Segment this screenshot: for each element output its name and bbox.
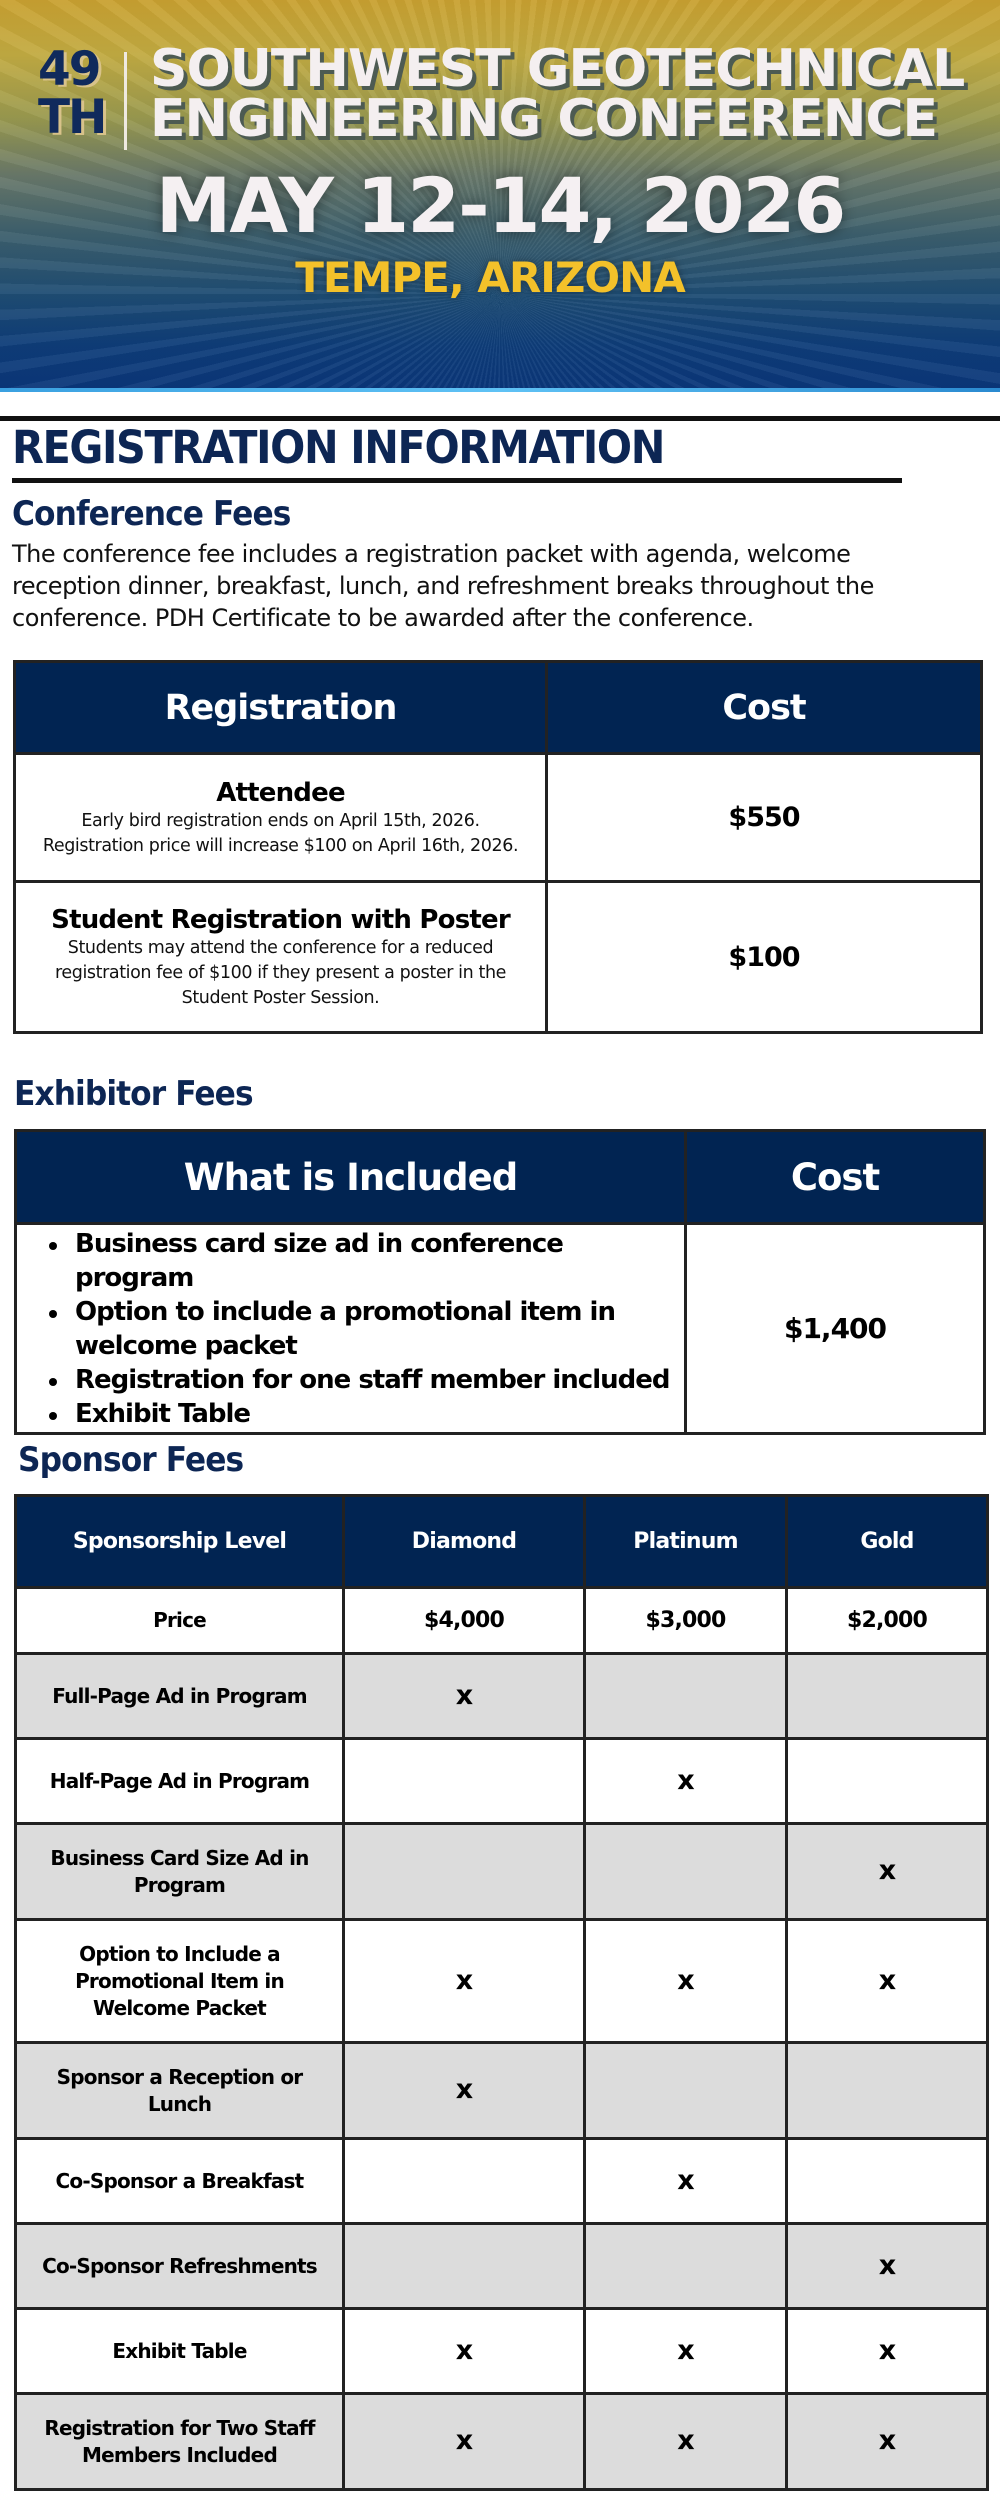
header-gold: Gold — [787, 1496, 988, 1588]
benefit-platinum-cell — [585, 1739, 787, 1824]
conference-banner — [0, 0, 1000, 392]
exhibitor-cost: $1,400 — [686, 1224, 985, 1434]
benefit-label: Registration for Two Staff Members Included — [16, 2394, 344, 2490]
table-row — [15, 882, 982, 1033]
page-title: REGISTRATION INFORMATION — [12, 421, 665, 474]
included-mark-icon: x — [878, 2334, 896, 2366]
benefit-gold-cell — [787, 1739, 988, 1824]
benefit-gold-cell — [787, 2139, 988, 2224]
benefit-label: Option to Include a Promotional Item in Welcome Packet — [16, 1920, 344, 2043]
included-mark-icon: x — [878, 1855, 896, 1886]
included-mark-icon: x — [878, 1964, 896, 1996]
benefit-platinum-cell — [585, 1824, 787, 1920]
edition-number: 49 — [38, 42, 100, 97]
banner-divider — [124, 52, 127, 150]
included-mark-icon: x — [677, 2334, 694, 2366]
edition-suffix: TH — [38, 90, 106, 145]
table-row — [15, 754, 982, 882]
header-cost: Cost — [686, 1131, 985, 1224]
conference-fees-intro: The conference fee includes a registration packet with agenda, welcome reception dinner, breakfast, lunch, and refreshment breaks throughout the conference. PDH Certificate to be awarded after the conference. — [12, 540, 874, 632]
included-mark-icon: x — [455, 2425, 473, 2456]
benefit-gold-cell — [787, 1654, 988, 1739]
benefit-platinum-cell — [585, 2139, 787, 2224]
benefit-label: Half-Page Ad in Program — [16, 1739, 344, 1824]
benefit-diamond-cell — [344, 2043, 585, 2139]
table-row — [16, 2394, 988, 2490]
included-items-cell — [16, 1224, 686, 1434]
list-item: Registration for one staff member included — [45, 1363, 684, 1397]
conference-title-line-2: ENGINEERING CONFERENCE — [150, 89, 938, 149]
benefit-label: Full-Page Ad in Program — [16, 1654, 344, 1739]
table-row — [16, 1920, 988, 2043]
header-cost: Cost — [547, 662, 982, 754]
header-platinum: Platinum — [585, 1496, 787, 1588]
benefit-diamond-cell — [344, 1920, 585, 2043]
benefit-platinum-cell — [585, 1654, 787, 1739]
registration-type-note: Registration price will increase $100 on April 16th, 2026. — [42, 835, 519, 856]
price-gold: $2,000 — [787, 1588, 988, 1654]
benefit-platinum-cell — [585, 2224, 787, 2309]
conference-title — [150, 39, 990, 149]
price-label: Price — [16, 1588, 344, 1654]
benefit-gold-cell — [787, 2043, 988, 2139]
header-sponsorship-level: Sponsorship Level — [16, 1496, 344, 1588]
included-mark-icon: x — [677, 1764, 694, 1796]
table-row — [16, 2309, 988, 2394]
benefit-diamond-cell — [344, 1824, 585, 1920]
benefit-gold-cell — [787, 1920, 988, 2043]
title-underline — [12, 478, 902, 483]
table-row — [16, 2224, 988, 2309]
table-header-row — [16, 1496, 988, 1588]
registration-type-name: Student Registration with Poster — [51, 904, 510, 935]
registration-cost: $100 — [547, 882, 982, 1033]
benefit-label: Exhibit Table — [16, 2309, 344, 2394]
benefit-platinum-cell — [585, 2043, 787, 2139]
benefit-platinum-cell — [585, 2309, 787, 2394]
table-row — [16, 1224, 985, 1434]
registration-type-cell — [15, 754, 547, 882]
exhibitor-fees-table — [14, 1129, 986, 1435]
benefit-gold-cell — [787, 2224, 988, 2309]
benefit-label: Business Card Size Ad in Program — [16, 1824, 344, 1920]
conference-fees-heading: Conference Fees — [12, 494, 291, 534]
price-diamond: $4,000 — [344, 1588, 585, 1654]
included-mark-icon: x — [677, 2164, 694, 2196]
benefit-platinum-cell — [585, 1920, 787, 2043]
header-diamond: Diamond — [344, 1496, 585, 1588]
benefit-gold-cell — [787, 1824, 988, 1920]
conference-location: TEMPE, ARIZONA — [295, 253, 685, 302]
header-what-is-included: What is Included — [16, 1131, 686, 1224]
included-mark-icon: x — [455, 2074, 473, 2105]
table-row — [16, 1739, 988, 1824]
table-row — [16, 2139, 988, 2224]
benefit-label: Co-Sponsor Refreshments — [16, 2224, 344, 2309]
table-row — [16, 1654, 988, 1739]
benefit-diamond-cell — [344, 1739, 585, 1824]
benefit-label: Sponsor a Reception or Lunch — [16, 2043, 344, 2139]
benefit-diamond-cell — [344, 2224, 585, 2309]
sponsor-fees-heading: Sponsor Fees — [18, 1440, 244, 1480]
included-mark-icon: x — [878, 2249, 896, 2281]
benefit-gold-cell — [787, 2394, 988, 2490]
benefit-label: Co-Sponsor a Breakfast — [16, 2139, 344, 2224]
price-platinum: $3,000 — [585, 1588, 787, 1654]
price-row — [16, 1588, 988, 1654]
registration-type-name: Attendee — [216, 777, 345, 808]
registration-cost: $550 — [547, 754, 982, 882]
included-items-list — [17, 1227, 684, 1431]
table-header-row — [16, 1131, 985, 1224]
included-mark-icon: x — [878, 2425, 896, 2456]
benefit-gold-cell — [787, 2309, 988, 2394]
included-mark-icon: x — [455, 1964, 473, 1996]
registration-fees-table — [13, 660, 983, 1034]
header-registration: Registration — [15, 662, 547, 754]
conference-dates: MAY 12-14, 2026 — [155, 161, 845, 250]
included-mark-icon: x — [677, 1964, 694, 1996]
included-mark-icon: x — [455, 2334, 473, 2366]
benefit-diamond-cell — [344, 2394, 585, 2490]
list-item: Business card size ad in conference program — [45, 1227, 684, 1295]
table-row — [16, 2043, 988, 2139]
list-item: Option to include a promotional item in welcome packet — [45, 1295, 684, 1363]
benefit-diamond-cell — [344, 2139, 585, 2224]
exhibitor-fees-heading: Exhibitor Fees — [14, 1074, 253, 1114]
registration-type-note: Students may attend the conference for a reduced registration fee of $100 if they present a poster in the Student Poster Session. — [54, 937, 507, 1008]
table-header-row — [15, 662, 982, 754]
registration-type-note: Early bird registration ends on April 15th, 2026. — [81, 810, 480, 831]
sponsor-fees-table — [14, 1494, 989, 2491]
included-mark-icon: x — [455, 1679, 473, 1711]
benefit-diamond-cell — [344, 2309, 585, 2394]
edition-badge — [38, 42, 114, 145]
benefit-platinum-cell — [585, 2394, 787, 2490]
benefit-diamond-cell — [344, 1654, 585, 1739]
registration-type-cell — [15, 882, 547, 1033]
conference-title-line-1: SOUTHWEST GEOTECHNICAL — [150, 39, 965, 99]
table-row — [16, 1824, 988, 1920]
included-mark-icon: x — [677, 2425, 694, 2456]
list-item: Exhibit Table — [45, 1397, 684, 1431]
